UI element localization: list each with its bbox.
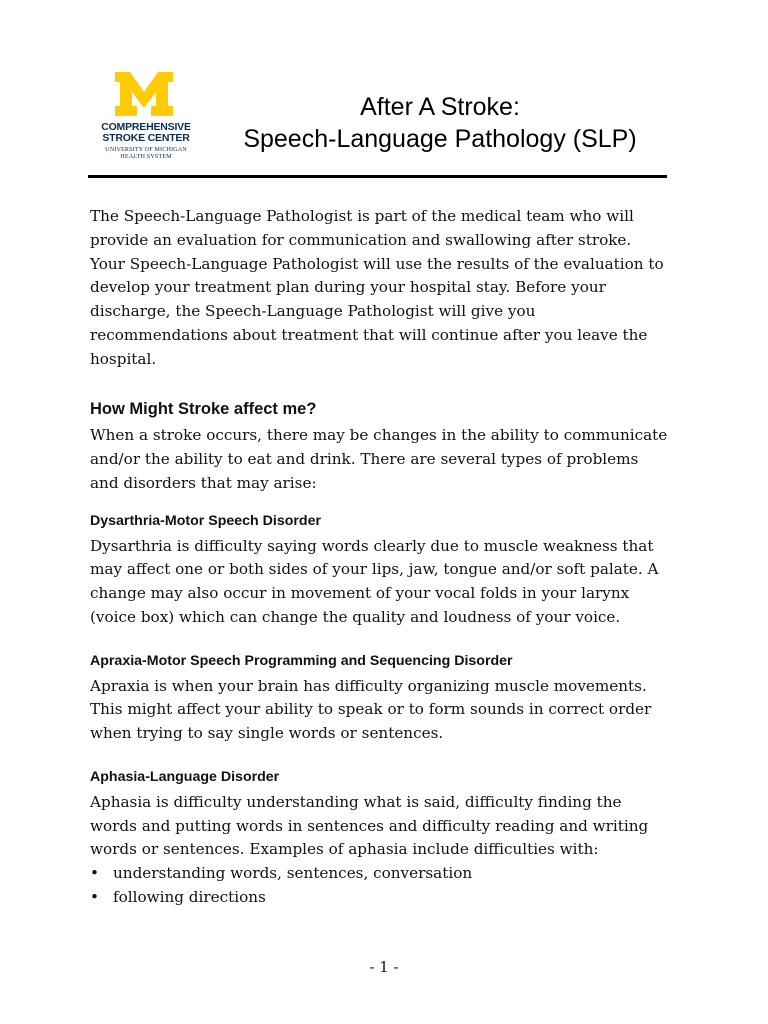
section-heading: How Might Stroke affect me? bbox=[90, 399, 317, 418]
dysarthria-heading: Dysarthria-Motor Speech Disorder bbox=[90, 512, 321, 529]
bullet-icon: • bbox=[90, 864, 99, 883]
aphasia-heading: Aphasia-Language Disorder bbox=[90, 768, 280, 785]
section-paragraph: When a stroke occurs, there may be changes in the ability to communicate and/or the ability to eat and drink. There are several types of problems and disorders that may arise: bbox=[90, 426, 668, 492]
list-item-text: following directions bbox=[113, 887, 266, 906]
title-line-2: Speech-Language Pathology (SLP) bbox=[243, 125, 637, 153]
page-title bbox=[210, 92, 670, 156]
stroke-center-logo bbox=[96, 70, 196, 170]
bullet-icon: • bbox=[90, 887, 99, 906]
dysarthria-paragraph: Dysarthria is difficulty saying words clearly due to muscle weakness that may affect one or both sides of your lips, jaw, tongue and/or soft palate. A change may also occur in movement of your vocal folds in your larynx (voice box) which can change the quality and loudness of your voice. bbox=[90, 536, 659, 626]
list-item bbox=[90, 886, 670, 910]
logo-line-3: UNIVERSITY OF MICHIGAN bbox=[105, 146, 187, 153]
apraxia-heading: Apraxia-Motor Speech Programming and Sequencing Disorder bbox=[90, 652, 513, 669]
logo-line-1: COMPREHENSIVE bbox=[101, 121, 191, 133]
document-body bbox=[90, 205, 670, 910]
list-item bbox=[90, 862, 670, 886]
logo-line-4: HEALTH SYSTEM bbox=[120, 153, 172, 160]
apraxia-paragraph: Apraxia is when your brain has difficulty organizing muscle movements. This might affect your ability to speak or to form sounds in correct order when trying to say single words or sentences. bbox=[90, 676, 652, 743]
page-number: - 1 - bbox=[369, 958, 399, 976]
logo-line-2: STROKE CENTER bbox=[102, 132, 190, 144]
list-item-text: understanding words, sentences, conversation bbox=[113, 864, 473, 883]
aphasia-paragraph: Aphasia is difficulty understanding what is said, difficulty finding the words and putting words in sentences and difficulty reading and writing words or sentences. Examples of aphasia include difficulties with: bbox=[90, 792, 649, 859]
header-divider bbox=[88, 175, 667, 178]
block-m-icon bbox=[113, 70, 175, 118]
title-line-1: After A Stroke: bbox=[360, 93, 520, 121]
intro-paragraph: The Speech-Language Pathologist is part of the medical team who will provide an evaluation for communication and swallowing after stroke. Your Speech-Language Pathologist will use the results of the evaluation to develop your treatment plan during your hospital stay. Before your discharge, the Speech-Language Pathologist will give you recommendations about treatment that will continue after you leave the hospital. bbox=[90, 207, 664, 368]
aphasia-bullet-list bbox=[90, 862, 670, 910]
